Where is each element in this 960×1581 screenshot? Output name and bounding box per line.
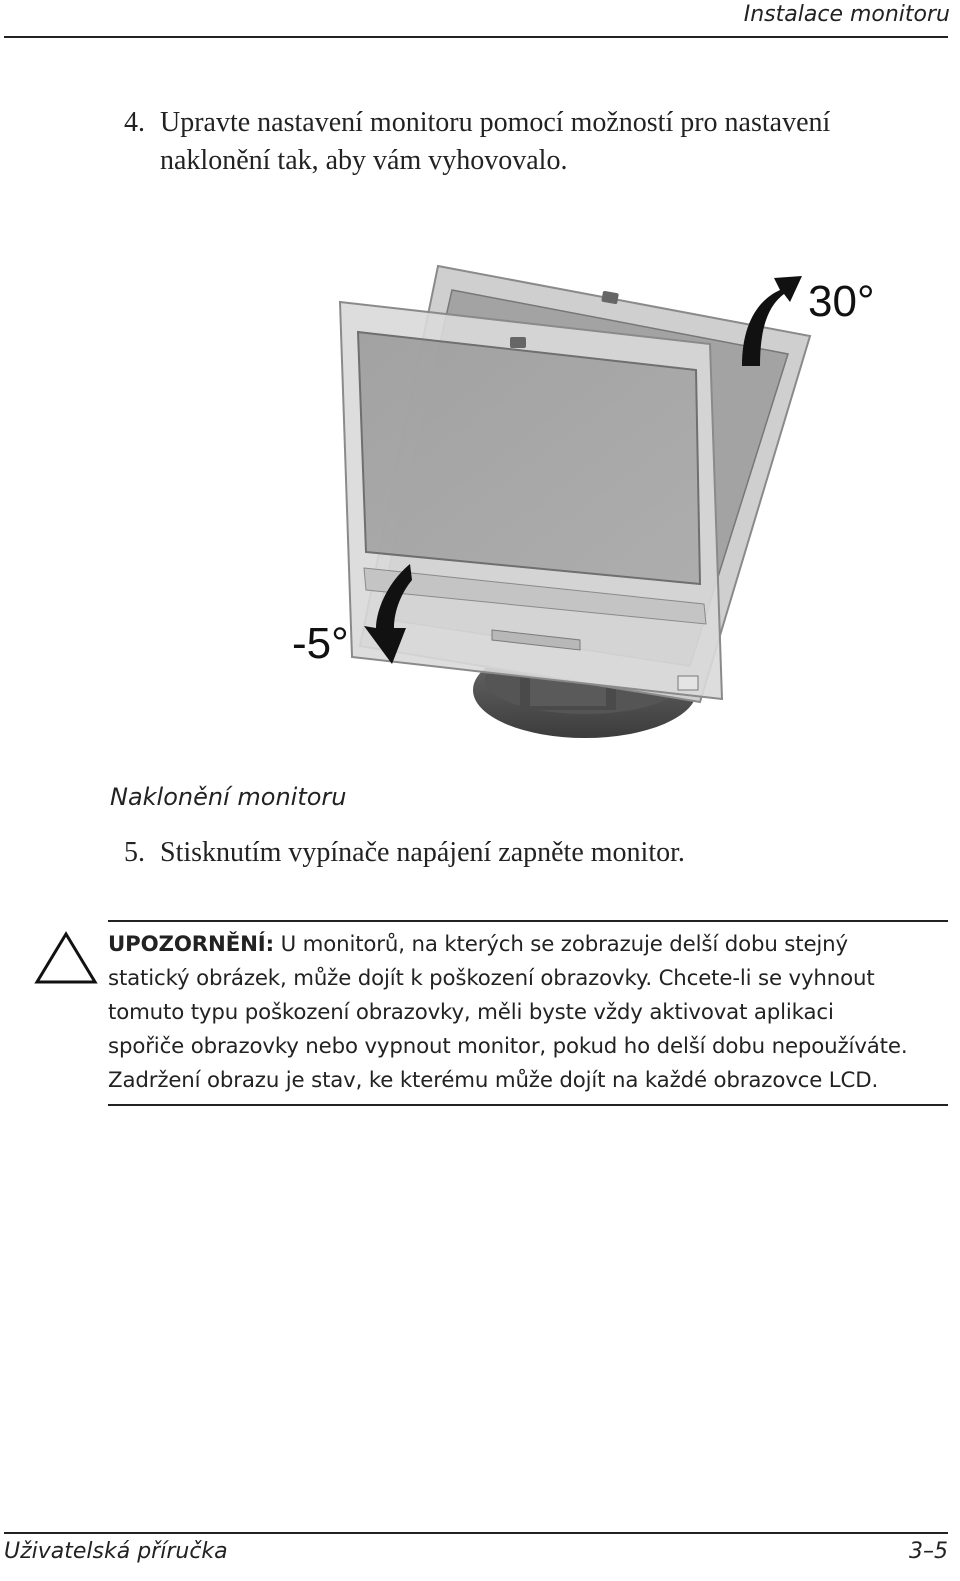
monitor-tilt-illustration — [280, 262, 890, 752]
caution-rule-bottom — [108, 1104, 948, 1106]
step-line: Upravte nastavení monitoru pomocí možností pro nastavení — [160, 107, 831, 138]
step-number: 4. — [124, 107, 145, 138]
caution-line-4: spořiče obrazovky nebo vypnout monitor, pokud ho delší dobu nepoužíváte. — [108, 1034, 908, 1059]
caution-line-1 — [108, 928, 950, 962]
caution-rule-top — [108, 920, 948, 922]
tilt-up-label: 30° — [808, 277, 875, 326]
step-line: Stisknutím vypínače napájení zapněte monitor. — [160, 837, 685, 868]
caution-line-3: tomuto typu poškození obrazovky, měli byste vždy aktivovat aplikaci — [108, 1000, 834, 1025]
footer-rule — [4, 1532, 948, 1534]
caution-triangle-icon — [34, 930, 98, 986]
step-4 — [124, 104, 830, 180]
step-number: 5. — [124, 837, 145, 868]
page-number: 3–5 — [909, 1539, 948, 1564]
step-line: naklonění tak, aby vám vyhovovalo. — [160, 145, 568, 176]
caution-text: U monitorů, na kterých se zobrazuje delší dobu stejný — [273, 932, 848, 957]
caution-label: UPOZORNĚNÍ: — [108, 932, 274, 957]
footer-manual-title: Uživatelská příručka — [4, 1539, 228, 1564]
header-rule — [4, 36, 948, 38]
tilt-down-label: -5° — [292, 619, 349, 668]
step-5 — [124, 834, 685, 872]
figure-caption: Naklonění monitoru — [110, 783, 347, 811]
caution-line-2: statický obrázek, může dojít k poškození obrazovky. Chcete-li se vyhnout — [108, 966, 875, 991]
caution-line-5: Zadržení obrazu je stav, ke kterému může dojít na každé obrazovce LCD. — [108, 1068, 879, 1093]
running-header: Instalace monitoru — [743, 2, 950, 27]
caution-notice — [108, 928, 950, 1098]
